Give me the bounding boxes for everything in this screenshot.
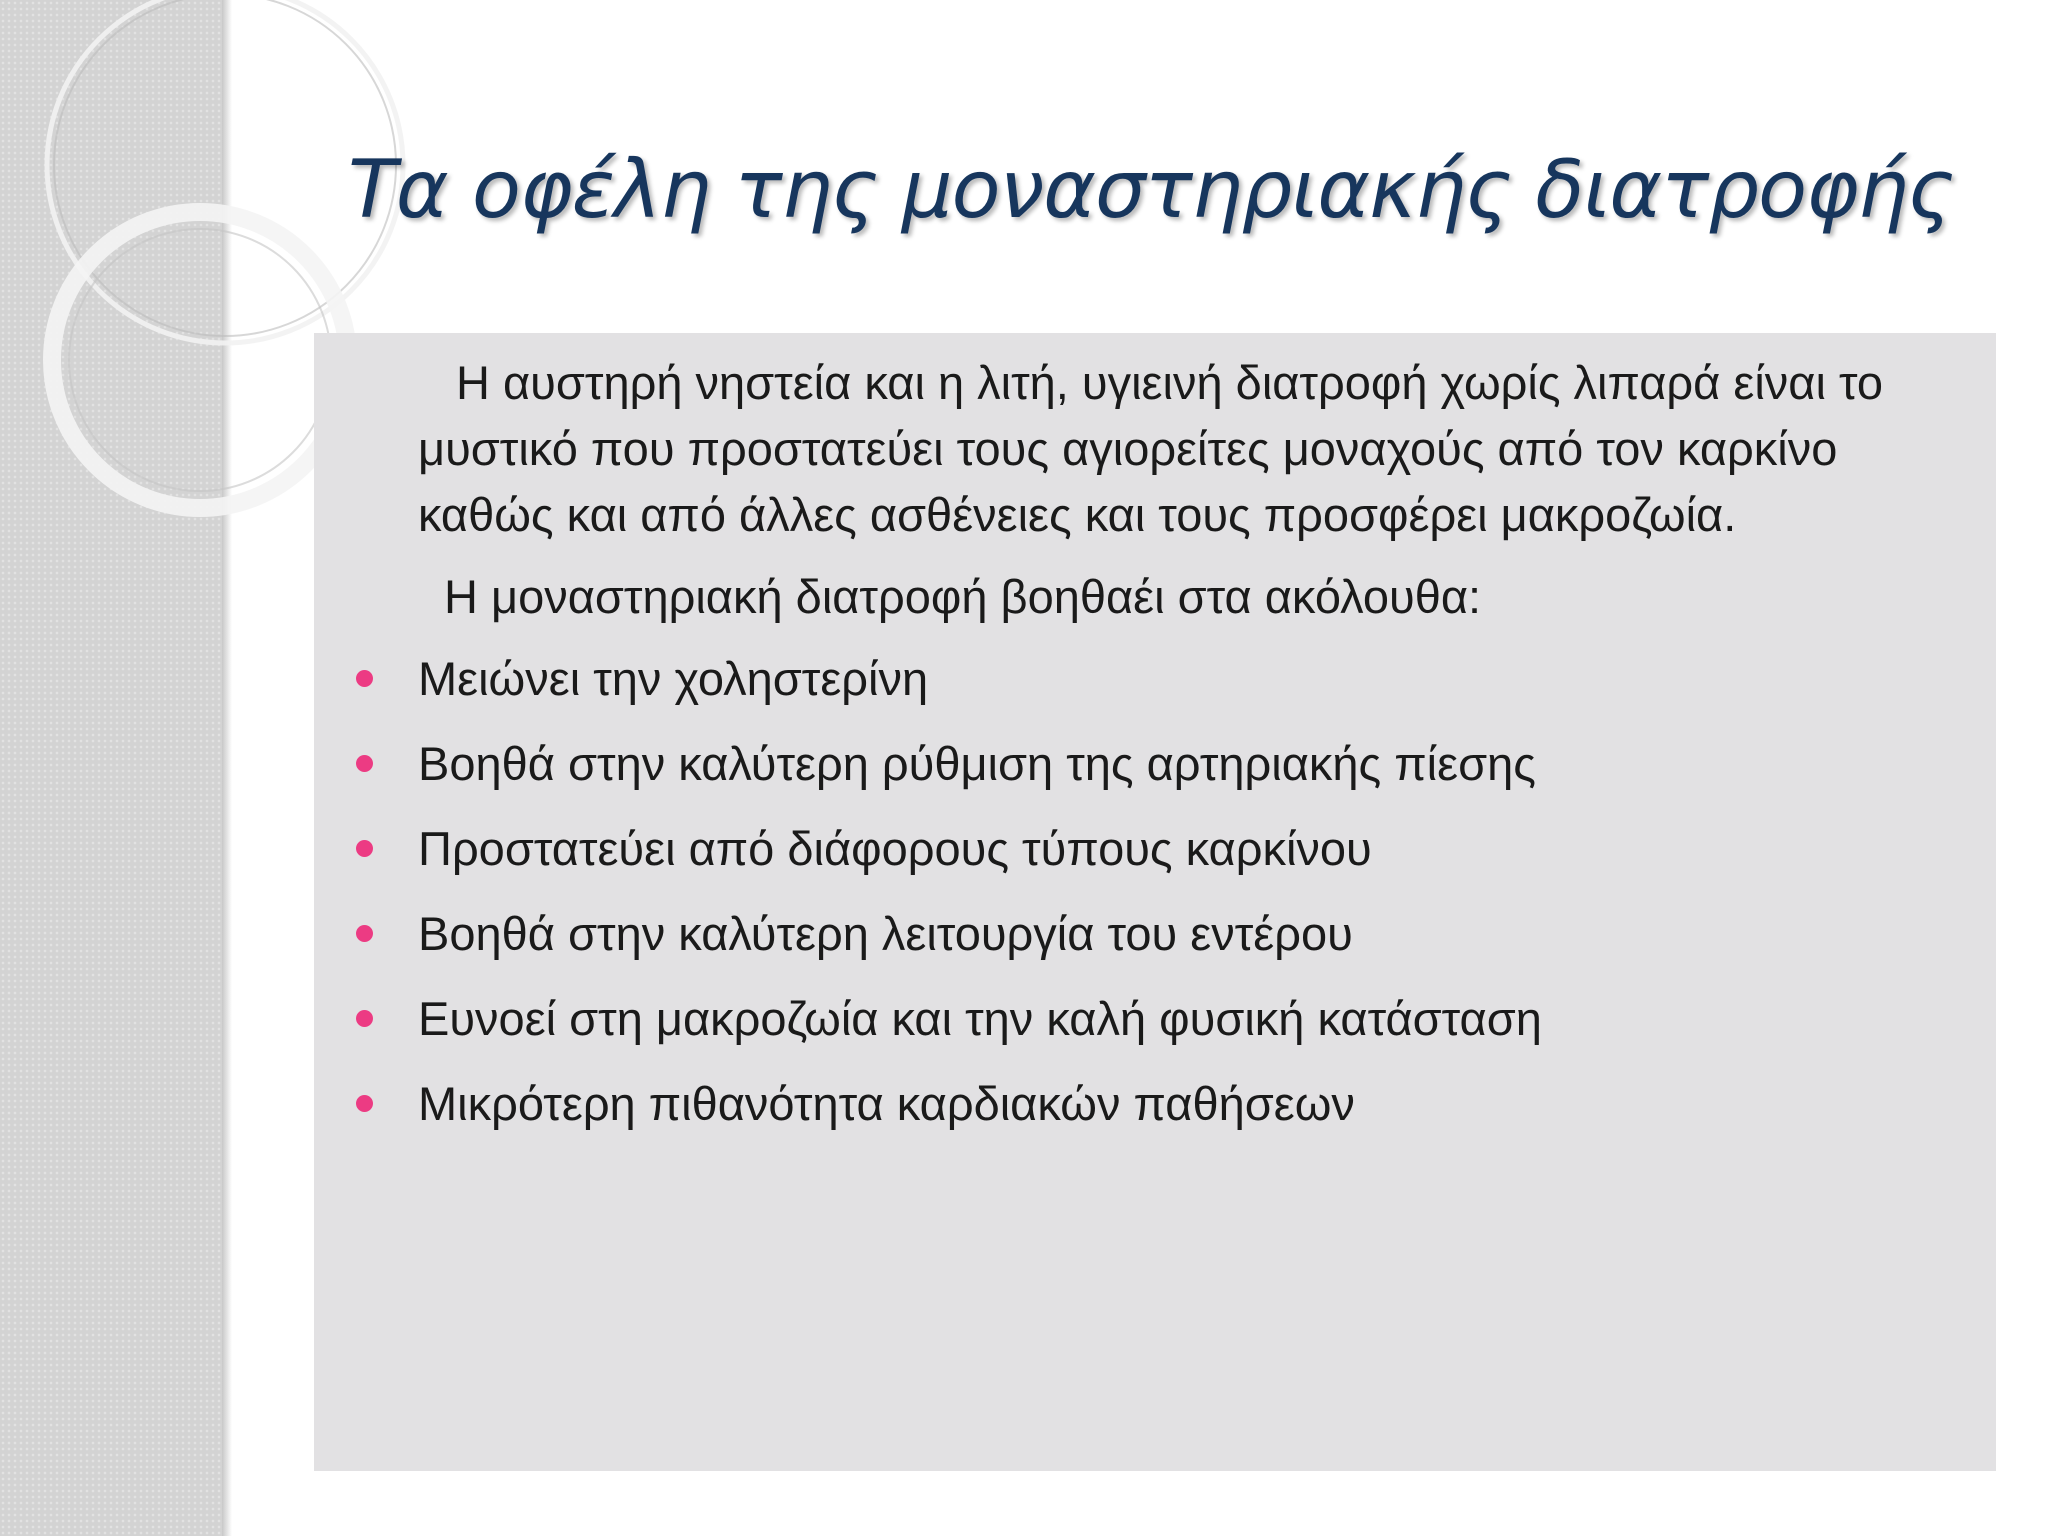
content-body bbox=[418, 350, 1978, 1154]
list-item-text: Μειώνει την χοληστερίνη bbox=[418, 652, 929, 705]
ring-small-inner bbox=[69, 229, 331, 491]
list-item-text: Ευνοεί στη μακροζωία και την καλή φυσική κατάσταση bbox=[418, 992, 1542, 1045]
ring-small bbox=[52, 212, 348, 508]
list-item-text: Βοηθά στην καλύτερη ρύθμιση της αρτηριακής πίεσης bbox=[418, 737, 1536, 790]
bullet-dot-icon bbox=[356, 1010, 373, 1027]
description-paragraph: Η αυστηρή νηστεία και η λιτή, υγιεινή διατροφή χωρίς λιπαρά είναι το μυστικό που προστατεύει τους αγιορείτες μοναχούς από τον καρκίνο καθώς και από άλλες ασθένειες και τους προσφέρει μακροζωία. bbox=[418, 356, 1883, 541]
bullet-dot-icon bbox=[356, 925, 373, 942]
list-item bbox=[418, 644, 1978, 714]
benefits-list bbox=[418, 644, 1978, 1139]
list-item bbox=[418, 899, 1978, 969]
list-item bbox=[418, 814, 1978, 884]
bullets-intro: Η μοναστηριακή διατροφή βοηθαέι στα ακόλουθα: bbox=[444, 570, 1482, 623]
ring-large-inner bbox=[54, 0, 396, 336]
list-item bbox=[418, 729, 1978, 799]
list-item bbox=[418, 984, 1978, 1054]
bullet-dot-icon bbox=[356, 840, 373, 857]
bullet-dot-icon bbox=[356, 1095, 373, 1112]
list-item bbox=[418, 1069, 1978, 1139]
bullet-dot-icon bbox=[356, 670, 373, 687]
slide-title: Τα οφέλη της μοναστηριακής διατροφής bbox=[348, 143, 1954, 236]
list-item-text: Μικρότερη πιθανότητα καρδιακών παθήσεων bbox=[418, 1077, 1355, 1130]
list-item-text: Προστατεύει από διάφορους τύπους καρκίνου bbox=[418, 822, 1372, 875]
bullet-dot-icon bbox=[356, 755, 373, 772]
list-item-text: Βοηθά στην καλύτερη λειτουργία του εντέρου bbox=[418, 907, 1353, 960]
